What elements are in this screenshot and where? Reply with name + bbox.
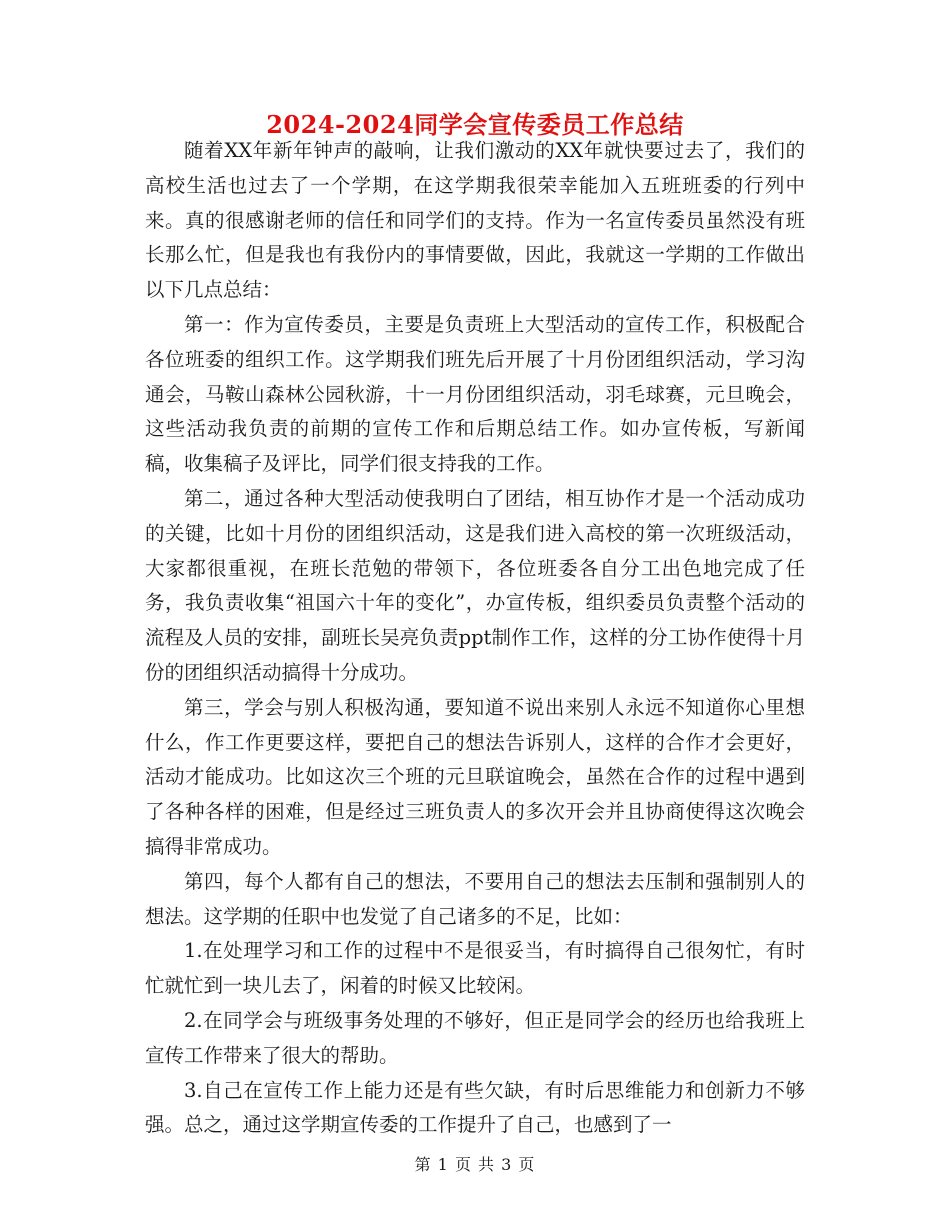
document-body	[145, 134, 805, 1143]
paragraph-point-2: 第二，通过各种大型活动使我明白了团结，相互协作才是一个活动成功的关键，比如十月份的团组织活动，这是我们进入高校的第一次班级活动，大家都很重视，在班长范勉的带领下，各位班委各自分工出色地完成了任务，我负责收集“祖国六十年的变化”，办宣传板，组织委员负责整个活动的流程及人员的安排，副班长吴亮负责ppt制作工作，这样的分工协作使得十月份的团组织活动搞得十分成功。	[145, 486, 805, 684]
paragraph-point-1: 第一：作为宣传委员，主要是负责班上大型活动的宣传工作，积极配合各位班委的组织工作。这学期我们班先后开展了十月份团组织活动，学习沟通会，马鞍山森林公园秋游，十一月份团组织活动，羽毛球赛，元旦晚会，这些活动我负责的前期的宣传工作和后期总结工作。如办宣传板，写新闻稿，收集稿子及评比，同学们很支持我的工作。	[145, 312, 805, 476]
list-item-2: 2.在同学会与班级事务处理的不够好，但正是同学会的经历也给我班上宣传工作带来了很大的帮助。	[145, 1008, 805, 1067]
list-item-1: 1.在处理学习和工作的过程中不是很妥当，有时搞得自己很匆忙，有时忙就忙到一块儿去了，闲着的时候又比较闲。	[145, 939, 805, 998]
paragraph-point-4: 第四，每个人都有自己的想法，不要用自己的想法去压制和强制别人的想法。这学期的任职中也发觉了自己诸多的不足，比如：	[145, 869, 805, 928]
page-number-footer: 第 1 页 共 3 页	[414, 1155, 536, 1174]
paragraph-point-3: 第三，学会与别人积极沟通，要知道不说出来别人永远不知道你心里想什么，作工作更要这样，要把自己的想法告诉别人，这样的合作才会更好，活动才能成功。比如这次三个班的元旦联谊晚会，虽然在合作的过程中遇到了各种各样的困难，但是经过三班负责人的多次开会并且协商使得这次晚会搞得非常成功。	[145, 695, 805, 858]
list-item-3: 3.自己在宣传工作上能力还是有些欠缺，有时后思维能力和创新力不够强。总之，通过这学期宣传委的工作提升了自己，也感到了一	[145, 1078, 805, 1137]
document-title: 2024-2024同学会宣传委员工作总结	[266, 110, 684, 139]
paragraph-intro: 随着XX年新年钟声的敲响，让我们激动的XX年就快要过去了，我们的高校生活也过去了一个学期，在这学期我很荣幸能加入五班班委的行列中来。真的很感谢老师的信任和同学们的支持。作为一名宣传委员虽然没有班长那么忙，但是我也有我份内的事情要做，因此，我就这一学期的工作做出以下几点总结：	[145, 139, 805, 302]
